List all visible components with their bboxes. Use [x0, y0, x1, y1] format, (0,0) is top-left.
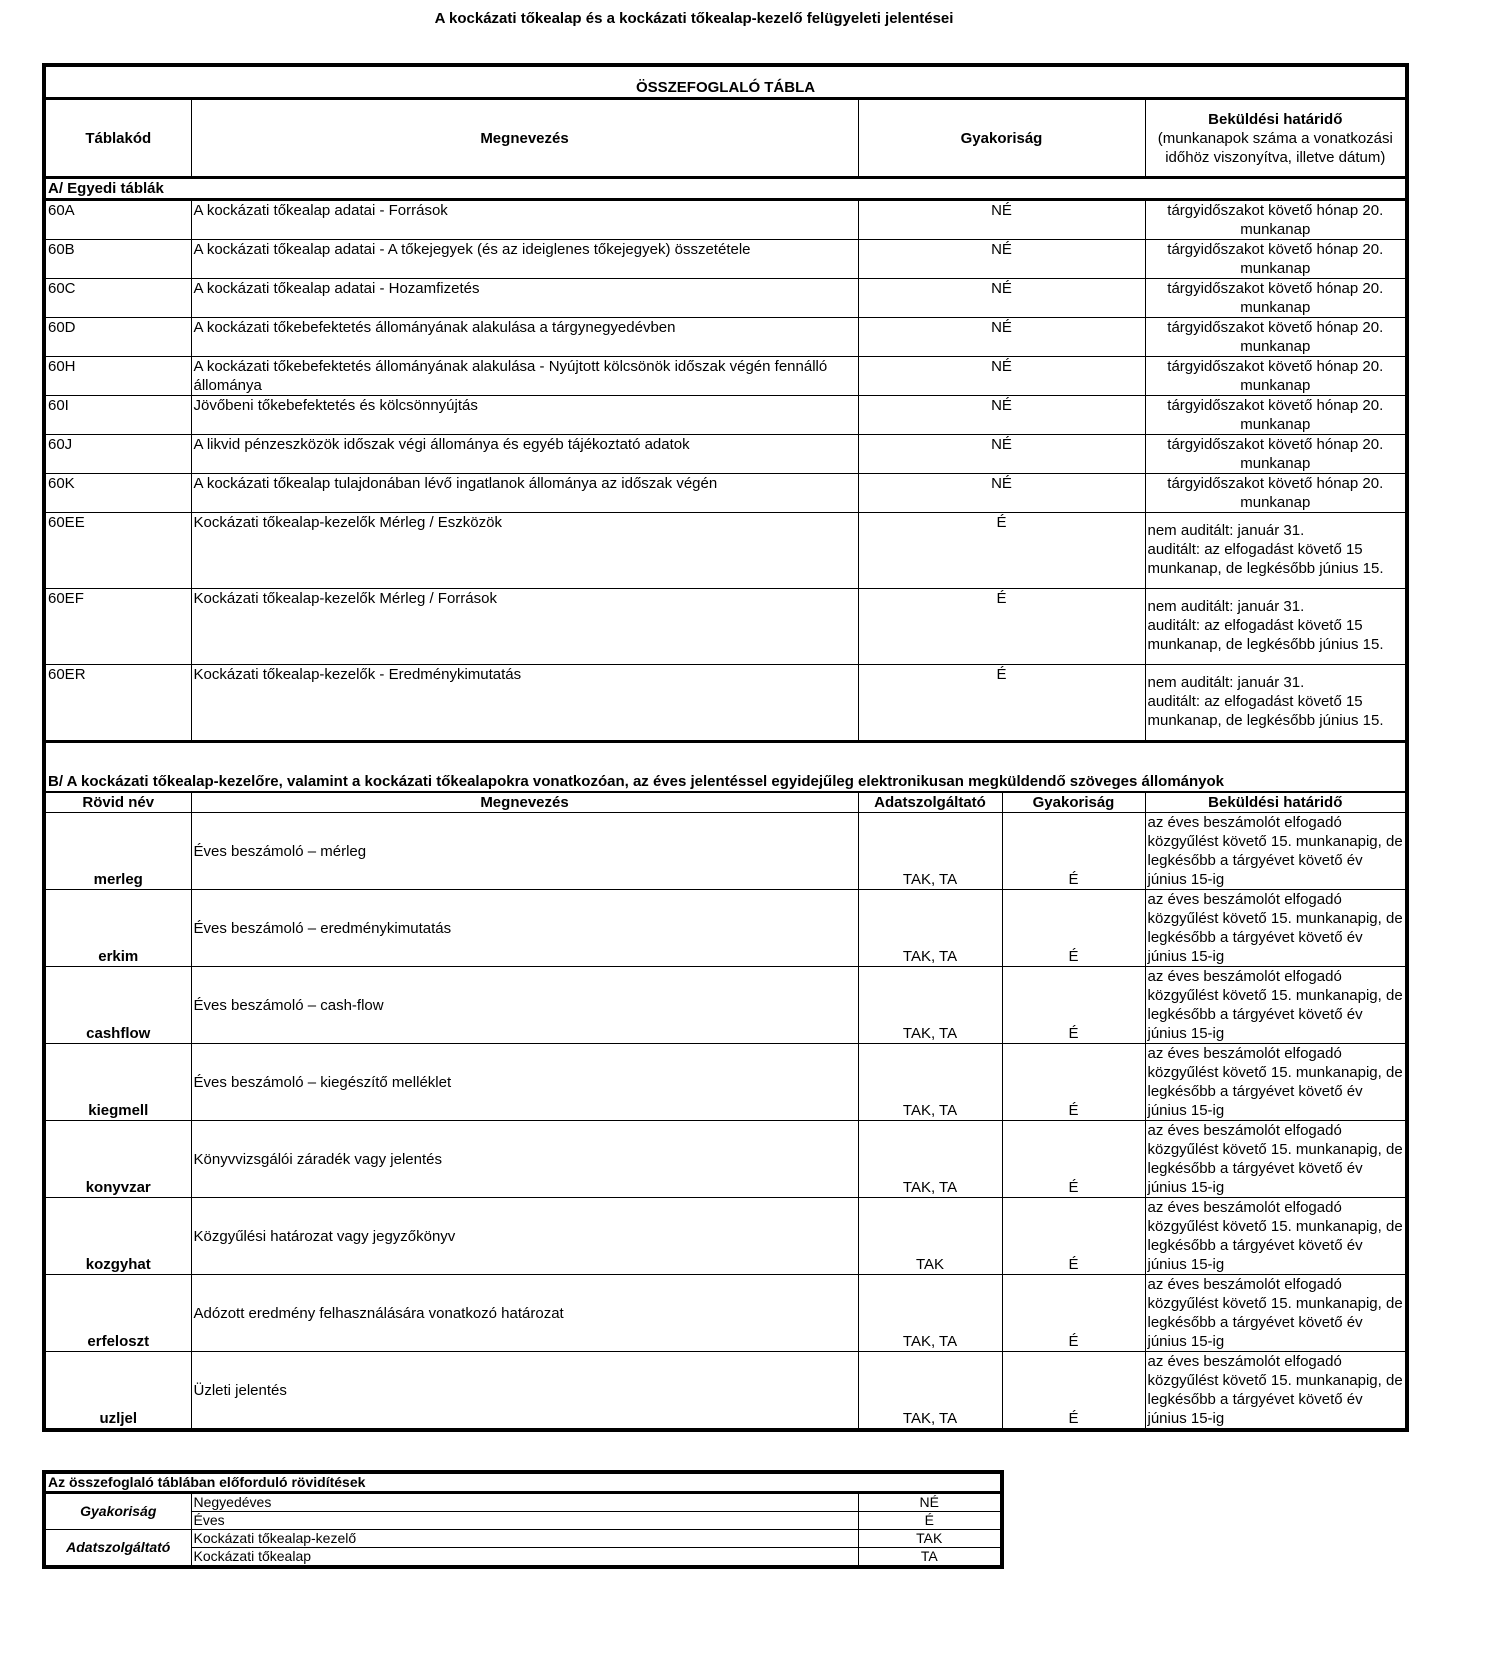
- section-b-header-row: [44, 792, 1407, 813]
- header-b-short: Rövid név: [44, 792, 191, 813]
- deadline-line: auditált: az elfogadást követő 15: [1147, 617, 1363, 634]
- row-name: A kockázati tőkealap tulajdonában lévő ingatlanok állománya az időszak végén: [191, 474, 858, 513]
- header-code: Táblakód: [44, 99, 191, 178]
- row-frequency: É: [1002, 813, 1145, 890]
- row-frequency: É: [1002, 1275, 1145, 1352]
- deadline-line: munkanap, de legkésőbb június 15.: [1147, 636, 1384, 653]
- table-row: [44, 967, 1407, 1044]
- row-code: 60H: [44, 357, 191, 396]
- row-short-name: erfeloszt: [44, 1275, 191, 1352]
- row-deadline: [1145, 513, 1407, 589]
- table-row: [44, 813, 1407, 890]
- abbreviation-code: NÉ: [858, 1493, 1002, 1512]
- row-frequency: É: [858, 665, 1145, 742]
- row-code: 60B: [44, 240, 191, 279]
- header-b-provider: Adatszolgáltató: [858, 792, 1002, 813]
- row-deadline: az éves beszámolót elfogadó közgyűlést követő 15. munkanapig, de legkésőbb a tárgyévet követő év június 15-ig: [1145, 890, 1407, 967]
- row-provider: TAK, TA: [858, 967, 1002, 1044]
- abbreviation-row: [44, 1530, 1002, 1548]
- document-title: A kockázati tőkealap és a kockázati tőkealap-kezelő felügyeleti jelentései: [434, 10, 954, 27]
- row-code: 60EF: [44, 589, 191, 665]
- row-provider: TAK, TA: [858, 1121, 1002, 1198]
- row-deadline: az éves beszámolót elfogadó közgyűlést követő 15. munkanapig, de legkésőbb a tárgyévet követő év június 15-ig: [1145, 1121, 1407, 1198]
- row-deadline: tárgyidőszakot követő hónap 20. munkanap: [1145, 396, 1407, 435]
- row-deadline: tárgyidőszakot követő hónap 20. munkanap: [1145, 474, 1407, 513]
- summary-heading: ÖSSZEFOGLALÓ TÁBLA: [44, 65, 1407, 99]
- row-short-name: uzljel: [44, 1352, 191, 1431]
- row-short-name: kozgyhat: [44, 1198, 191, 1275]
- row-frequency: É: [1002, 1044, 1145, 1121]
- abbreviation-text: Kockázati tőkealap: [191, 1548, 858, 1568]
- row-code: 60K: [44, 474, 191, 513]
- abbreviation-code: TA: [858, 1548, 1002, 1568]
- row-name: Üzleti jelentés: [191, 1352, 858, 1431]
- row-frequency: NÉ: [858, 357, 1145, 396]
- table-row: [44, 357, 1407, 396]
- header-b-name: Megnevezés: [191, 792, 858, 813]
- table-row: [44, 435, 1407, 474]
- row-frequency: É: [1002, 1352, 1145, 1431]
- row-name: A kockázati tőkealap adatai - Források: [191, 200, 858, 240]
- row-frequency: NÉ: [858, 474, 1145, 513]
- deadline-line: auditált: az elfogadást követő 15: [1147, 693, 1363, 710]
- deadline-line: munkanap, de legkésőbb június 15.: [1147, 560, 1384, 577]
- header-frequency: Gyakoriság: [858, 99, 1145, 178]
- row-name: Éves beszámoló – mérleg: [191, 813, 858, 890]
- row-name: Kockázati tőkealap-kezelők Mérleg / Források: [191, 589, 858, 665]
- row-short-name: merleg: [44, 813, 191, 890]
- row-provider: TAK, TA: [858, 1352, 1002, 1431]
- row-name: A likvid pénzeszközök időszak végi állománya és egyéb tájékoztató adatok: [191, 435, 858, 474]
- row-name: Kockázati tőkealap-kezelők - Eredménykimutatás: [191, 665, 858, 742]
- deadline-line: nem auditált: január 31.: [1147, 598, 1305, 615]
- table-row: [44, 318, 1407, 357]
- row-provider: TAK, TA: [858, 1044, 1002, 1121]
- row-name: Közgyűlési határozat vagy jegyzőkönyv: [191, 1198, 858, 1275]
- row-code: 60I: [44, 396, 191, 435]
- row-frequency: NÉ: [858, 200, 1145, 240]
- row-frequency: É: [1002, 967, 1145, 1044]
- header-b-frequency: Gyakoriság: [1002, 792, 1145, 813]
- row-short-name: konyvzar: [44, 1121, 191, 1198]
- row-deadline: tárgyidőszakot követő hónap 20. munkanap: [1145, 357, 1407, 396]
- row-deadline: [1145, 589, 1407, 665]
- abbreviations-table: [42, 1470, 1004, 1569]
- row-code: 60C: [44, 279, 191, 318]
- row-deadline: tárgyidőszakot követő hónap 20. munkanap: [1145, 279, 1407, 318]
- row-deadline: az éves beszámolót elfogadó közgyűlést követő 15. munkanapig, de legkésőbb a tárgyévet követő év június 15-ig: [1145, 813, 1407, 890]
- row-short-name: erkim: [44, 890, 191, 967]
- abbreviation-group-label: Adatszolgáltató: [44, 1530, 191, 1568]
- table-row: [44, 474, 1407, 513]
- header-deadline-title: Beküldési határidő: [1208, 110, 1343, 128]
- table-row: [44, 665, 1407, 742]
- row-frequency: É: [1002, 1198, 1145, 1275]
- row-code: 60ER: [44, 665, 191, 742]
- row-frequency: É: [858, 589, 1145, 665]
- header-deadline-note: (munkanapok száma a vonatkozási időhöz viszonyítva, illetve dátum): [1157, 129, 1393, 166]
- summary-heading-row: [44, 65, 1407, 99]
- row-deadline: tárgyidőszakot követő hónap 20. munkanap: [1145, 240, 1407, 279]
- row-name: Kockázati tőkealap-kezelők Mérleg / Eszközök: [191, 513, 858, 589]
- row-frequency: NÉ: [858, 435, 1145, 474]
- row-name: A kockázati tőkebefektetés állományának alakulása - Nyújtott kölcsönök időszak végén fennálló állománya: [191, 357, 858, 396]
- table-row: [44, 396, 1407, 435]
- section-a-heading: A/ Egyedi táblák: [44, 178, 1407, 200]
- row-name: Éves beszámoló – kiegészítő melléklet: [191, 1044, 858, 1121]
- abbreviation-text: Kockázati tőkealap-kezelő: [191, 1530, 858, 1548]
- row-name: Éves beszámoló – eredménykimutatás: [191, 890, 858, 967]
- row-provider: TAK, TA: [858, 813, 1002, 890]
- section-b-heading: B/ A kockázati tőkealap-kezelőre, valamint a kockázati tőkealapokra vonatkozóan, az éves jelentéssel egyidejűleg elektronikusan megküldendő szöveges állományok: [44, 742, 1407, 793]
- row-short-name: kiegmell: [44, 1044, 191, 1121]
- row-deadline: az éves beszámolót elfogadó közgyűlést követő 15. munkanapig, de legkésőbb a tárgyévet követő év június 15-ig: [1145, 1044, 1407, 1121]
- table-row: [44, 200, 1407, 240]
- row-frequency: NÉ: [858, 396, 1145, 435]
- row-frequency: É: [1002, 1121, 1145, 1198]
- row-name: A kockázati tőkealap adatai - A tőkejegyek (és az ideiglenes tőkejegyek) összetétele: [191, 240, 858, 279]
- row-deadline: az éves beszámolót elfogadó közgyűlést követő 15. munkanapig, de legkésőbb a tárgyévet követő év június 15-ig: [1145, 967, 1407, 1044]
- row-deadline: tárgyidőszakot követő hónap 20. munkanap: [1145, 435, 1407, 474]
- row-name: A kockázati tőkealap adatai - Hozamfizetés: [191, 279, 858, 318]
- abbreviations-heading: Az összefoglaló táblában előforduló rövidítések: [44, 1472, 1002, 1493]
- row-deadline: az éves beszámolót elfogadó közgyűlést követő 15. munkanapig, de legkésőbb a tárgyévet követő év június 15-ig: [1145, 1352, 1407, 1431]
- row-short-name: cashflow: [44, 967, 191, 1044]
- row-name: A kockázati tőkebefektetés állományának alakulása a tárgynegyedévben: [191, 318, 858, 357]
- abbreviations-heading-row: [44, 1472, 1002, 1493]
- row-name: Éves beszámoló – cash-flow: [191, 967, 858, 1044]
- section-a-row: [44, 178, 1407, 200]
- abbreviation-text: Éves: [191, 1512, 858, 1530]
- row-code: 60D: [44, 318, 191, 357]
- deadline-line: nem auditált: január 31.: [1147, 522, 1305, 539]
- table-row: [44, 890, 1407, 967]
- table-row: [44, 589, 1407, 665]
- row-frequency: NÉ: [858, 318, 1145, 357]
- header-deadline: [1145, 99, 1407, 178]
- summary-header-row: [44, 99, 1407, 178]
- abbreviation-text: Negyedéves: [191, 1493, 858, 1512]
- deadline-line: munkanap, de legkésőbb június 15.: [1147, 712, 1384, 729]
- section-b-row: [44, 742, 1407, 793]
- row-frequency: NÉ: [858, 279, 1145, 318]
- table-row: [44, 513, 1407, 589]
- row-frequency: É: [1002, 890, 1145, 967]
- deadline-line: nem auditált: január 31.: [1147, 674, 1305, 691]
- row-deadline: [1145, 665, 1407, 742]
- table-row: [44, 1275, 1407, 1352]
- row-deadline: az éves beszámolót elfogadó közgyűlést követő 15. munkanapig, de legkésőbb a tárgyévet követő év június 15-ig: [1145, 1198, 1407, 1275]
- row-provider: TAK: [858, 1198, 1002, 1275]
- row-code: 60J: [44, 435, 191, 474]
- row-provider: TAK, TA: [858, 1275, 1002, 1352]
- table-row: [44, 240, 1407, 279]
- row-provider: TAK, TA: [858, 890, 1002, 967]
- header-b-deadline: Beküldési határidő: [1145, 792, 1407, 813]
- summary-table: [42, 63, 1409, 1432]
- abbreviation-group-label: Gyakoriság: [44, 1493, 191, 1530]
- row-name: Adózott eredmény felhasználására vonatkozó határozat: [191, 1275, 858, 1352]
- table-row: [44, 1198, 1407, 1275]
- abbreviation-code: TAK: [858, 1530, 1002, 1548]
- row-deadline: az éves beszámolót elfogadó közgyűlést követő 15. munkanapig, de legkésőbb a tárgyévet követő év június 15-ig: [1145, 1275, 1407, 1352]
- header-name: Megnevezés: [191, 99, 858, 178]
- row-code: 60A: [44, 200, 191, 240]
- row-frequency: NÉ: [858, 240, 1145, 279]
- table-row: [44, 1352, 1407, 1431]
- abbreviation-row: [44, 1493, 1002, 1512]
- row-frequency: É: [858, 513, 1145, 589]
- row-deadline: tárgyidőszakot követő hónap 20. munkanap: [1145, 318, 1407, 357]
- abbreviation-code: É: [858, 1512, 1002, 1530]
- deadline-line: auditált: az elfogadást követő 15: [1147, 541, 1363, 558]
- table-row: [44, 279, 1407, 318]
- table-row: [44, 1121, 1407, 1198]
- row-code: 60EE: [44, 513, 191, 589]
- row-name: Könyvvizsgálói záradék vagy jelentés: [191, 1121, 858, 1198]
- row-name: Jövőbeni tőkebefektetés és kölcsönnyújtás: [191, 396, 858, 435]
- table-row: [44, 1044, 1407, 1121]
- row-deadline: tárgyidőszakot követő hónap 20. munkanap: [1145, 200, 1407, 240]
